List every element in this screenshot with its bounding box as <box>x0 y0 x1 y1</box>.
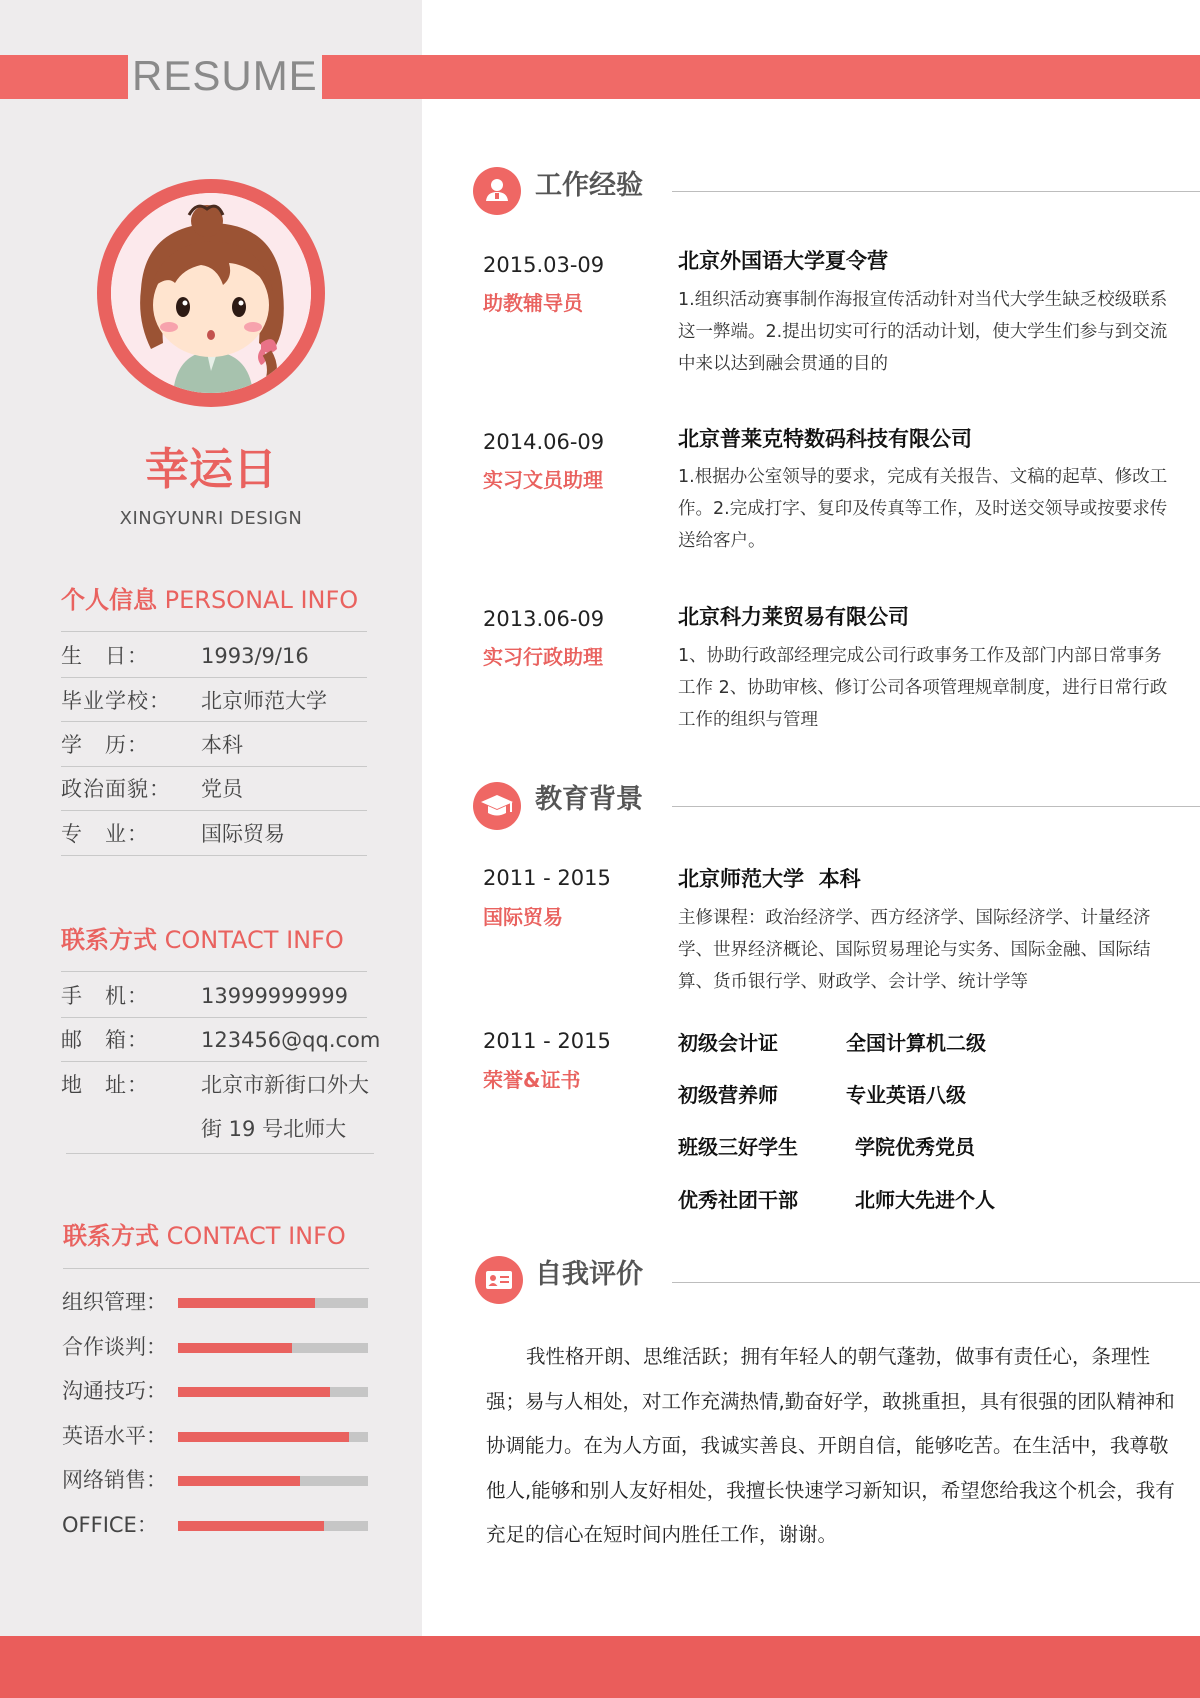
divider <box>61 1061 367 1062</box>
skill-label: OFFICE： <box>62 1512 158 1537</box>
skill-row <box>62 1325 372 1369</box>
section-divider <box>672 1282 1200 1283</box>
self-eval-text: 我性格开朗、思维活跃；拥有年轻人的朝气蓬勃，做事有责任心，条理性强；易与人相处，对工作充满热情,勤奋好学，敢挑重担，具有很强的团队精神和协调能力。在为人方面，我诚实善良、开朗自信，能够吃苦。在生活中，我尊敬他人,能够和别人友好相处，我擅长快速学习新知识，希望您给我这个机会，我有充足的信心在短时间内胜任工作，谢谢。 <box>486 1345 1175 1546</box>
contact-info-heading <box>61 924 344 956</box>
contact-row-email <box>61 1018 381 1062</box>
skill-bar-fill <box>178 1298 315 1308</box>
skill-bar-track <box>178 1476 368 1486</box>
work-desc: 1.组织活动赛事制作海报宣传活动针对当代大学生缺乏校级联系这一弊端。2.提出切实可行的活动计划，使大学生们参与到交流中来以达到融会贯通的目的 <box>678 290 1168 374</box>
work-desc: 1、协助行政部经理完成公司行政事务工作及部门内部日常事务工作 2、协助审核、修订公司各项管理规章制度，进行日常行政工作的组织与管理 <box>678 646 1168 730</box>
edu-date: 2011 - 2015 <box>483 866 611 890</box>
self-eval-section-title: 自我评价 <box>535 1259 643 1290</box>
avatar <box>97 179 325 407</box>
avatar-illustration <box>111 193 311 393</box>
education-section-title: 教育背景 <box>535 784 643 815</box>
edu-desc: 主修课程：政治经济学、西方经济学、国际经济学、计量经济学、世界经济概论、国际贸易理论与实务、国际金融、国际结算、货币银行学、财政学、会计学、统计学等 <box>678 908 1151 992</box>
divider <box>63 1268 369 1269</box>
work-date: 2013.06-09 <box>483 607 605 631</box>
user-icon <box>473 167 521 215</box>
cert-item: 专业英语八级 <box>846 1083 966 1107</box>
work-date: 2015.03-09 <box>483 253 605 277</box>
work-org: 北京普莱克特数码科技有限公司 <box>678 427 972 451</box>
skill-bar-fill <box>178 1521 324 1531</box>
contact-info-heading-cn: 联系方式 <box>61 926 157 954</box>
skills-heading-cn: 联系方式 <box>63 1222 159 1250</box>
info-value: 1993/9/16 <box>201 644 309 668</box>
skill-bar-track <box>178 1387 368 1397</box>
cert-item: 优秀社团干部 <box>678 1188 798 1212</box>
cert-item: 初级会计证 <box>678 1031 778 1055</box>
info-row-major <box>61 812 371 856</box>
work-desc: 1.根据办公室领导的要求，完成有关报告、文稿的起草、修改工作。2.完成打字、复印及传真等工作，及时送交领导或按要求传送给客户。 <box>678 467 1168 551</box>
work-role: 实习行政助理 <box>483 645 603 669</box>
divider <box>61 721 367 722</box>
skill-label: 合作谈判： <box>62 1334 167 1359</box>
cert-item: 学院优秀党员 <box>855 1135 975 1159</box>
skill-bar-track <box>178 1432 368 1442</box>
work-org: 北京外国语大学夏令营 <box>678 249 888 273</box>
info-label: 毕业学校： <box>61 689 171 713</box>
personal-info-heading-en: PERSONAL INFO <box>157 586 359 614</box>
personal-info-heading-cn: 个人信息 <box>61 586 157 614</box>
contact-row-address <box>61 1063 371 1141</box>
divider <box>61 677 367 678</box>
skill-bar-track <box>178 1343 368 1353</box>
edu-school: 北京师范大学 本科 <box>678 867 861 891</box>
divider <box>61 855 367 856</box>
skill-bar-fill <box>178 1476 300 1486</box>
skill-bar-fill <box>178 1343 292 1353</box>
skill-bar-track <box>178 1521 368 1531</box>
divider <box>66 1153 374 1154</box>
contact-value: 北京市新街口外大街 19 号北师大 <box>201 1073 369 1141</box>
contact-value: 13999999999 <box>201 984 348 1008</box>
skills-heading-en: CONTACT INFO <box>159 1222 346 1250</box>
skill-row <box>62 1414 372 1458</box>
info-row-degree <box>61 723 371 767</box>
section-divider <box>672 191 1200 192</box>
skill-row <box>62 1503 372 1547</box>
cert-item: 北师大先进个人 <box>855 1188 995 1212</box>
profile-name: 幸运日 <box>145 444 277 495</box>
graduation-cap-icon <box>473 782 521 830</box>
info-value: 北京师范大学 <box>201 689 327 713</box>
work-section-title: 工作经验 <box>535 170 643 201</box>
cert-item: 初级营养师 <box>678 1083 778 1107</box>
info-label: 学 历： <box>61 733 149 757</box>
contact-value: 123456@qq.com <box>201 1028 381 1052</box>
work-org: 北京科力莱贸易有限公司 <box>678 605 909 629</box>
skill-label: 英语水平： <box>62 1423 167 1448</box>
contact-label: 手 机： <box>61 984 149 1008</box>
honors-date: 2011 - 2015 <box>483 1029 611 1053</box>
info-value: 国际贸易 <box>201 822 285 846</box>
id-card-icon <box>475 1256 523 1304</box>
skill-row <box>62 1369 372 1413</box>
skill-bar-track <box>178 1298 368 1308</box>
skill-row <box>62 1458 372 1502</box>
resume-label: RESUME <box>128 50 322 102</box>
personal-info-heading <box>61 584 358 616</box>
info-label: 生 日： <box>61 644 149 668</box>
skill-bar-fill <box>178 1432 349 1442</box>
divider <box>61 810 367 811</box>
work-role: 实习文员助理 <box>483 468 603 492</box>
contact-label: 地 址： <box>61 1073 149 1097</box>
contact-info-heading-en: CONTACT INFO <box>157 926 344 954</box>
contact-row-phone <box>61 974 371 1018</box>
section-divider <box>672 806 1200 807</box>
edu-major: 国际贸易 <box>483 905 563 929</box>
divider <box>61 971 367 972</box>
info-value: 本科 <box>201 733 243 757</box>
work-date: 2014.06-09 <box>483 430 605 454</box>
skill-bar-fill <box>178 1387 330 1397</box>
info-row-school <box>61 679 371 723</box>
info-row-birthday <box>61 634 371 678</box>
skill-row <box>62 1280 372 1324</box>
info-label: 专 业： <box>61 822 149 846</box>
skill-label: 网络销售： <box>62 1468 167 1492</box>
skills-heading <box>63 1220 346 1252</box>
info-row-political <box>61 767 371 811</box>
contact-label: 邮 箱： <box>61 1028 149 1052</box>
info-value: 党员 <box>201 777 243 801</box>
honors-label: 荣誉&证书 <box>483 1068 581 1092</box>
cert-item: 全国计算机二级 <box>846 1031 986 1055</box>
divider <box>61 631 367 632</box>
work-role: 助教辅导员 <box>483 291 583 315</box>
profile-subtitle: XINGYUNRI DESIGN <box>119 508 303 529</box>
footer-band <box>0 1636 1200 1698</box>
info-label: 政治面貌： <box>61 777 171 801</box>
skill-label: 沟通技巧： <box>62 1379 167 1403</box>
cert-item: 班级三好学生 <box>678 1135 798 1159</box>
skill-label: 组织管理： <box>62 1290 167 1314</box>
